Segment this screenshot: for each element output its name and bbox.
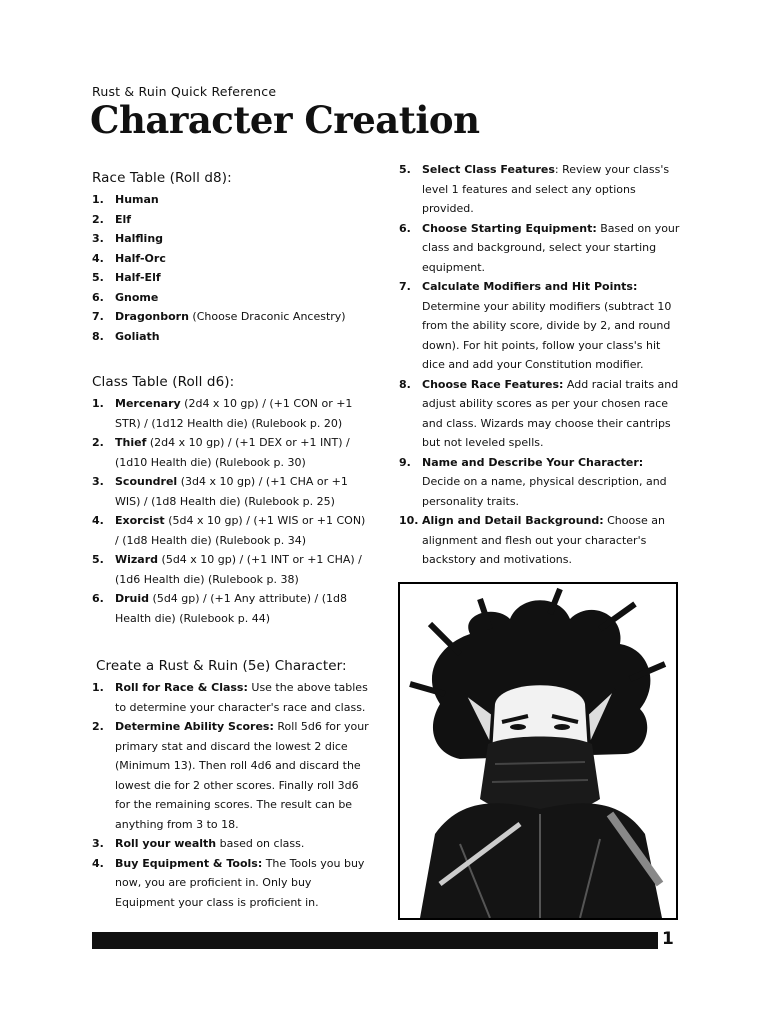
list-item: 1. Mercenary (2d4 x 10 gp) / (+1 CON or +1 STR) / (1d12 Health die) (Rulebook p. 20) (92, 397, 353, 430)
list-item: 5. Wizard (5d4 x 10 gp) / (+1 INT or +1 CHA) / (1d6 Health die) (Rulebook p. 38) (92, 553, 362, 586)
list-item: 10. Align and Detail Background: Choose an alignment and flesh out your character's backstory and motivations. (399, 514, 665, 566)
list-item: 3. Scoundrel (3d4 x 10 gp) / (+1 CHA or +1 WIS) / (1d8 Health die) (Rulebook p. 25) (92, 475, 348, 508)
list-item: 4. Buy Equipment & Tools: The Tools you buy now, you are proficient in. Only buy Equipment your class is proficient in. (92, 856, 365, 909)
list-item: 1. Human (92, 193, 159, 206)
create-character-heading: Create a Rust & Ruin (5e) Character: (96, 658, 347, 674)
list-item: 4. Exorcist (5d4 x 10 gp) / (+1 WIS or +1 CON) / (1d8 Health die) (Rulebook p. 34) (92, 514, 366, 547)
list-item: 6. Druid (5d4 gp) / (+1 Any attribute) / (1d8 Health die) (Rulebook p. 44) (92, 592, 347, 625)
race-table (92, 170, 372, 346)
hooded-rogue-illustration (400, 584, 676, 918)
kicker-line: Rust & Ruin Quick Reference (92, 84, 277, 99)
steps-list-right (399, 160, 684, 570)
class-table (92, 374, 372, 628)
class-list (92, 394, 372, 628)
steps-list-left (92, 678, 372, 912)
footer-bar (92, 932, 658, 949)
list-item: 4. Half-Orc (92, 251, 166, 265)
character-portrait (398, 582, 678, 920)
create-character-section (92, 658, 372, 912)
list-item: 7. Calculate Modifiers and Hit Points: Determine your ability modifiers (subtract 10 from the ability score, divide by 2, and round down). For hit points, follow your class's hit dice and add your Constitution modifier. (399, 280, 672, 371)
list-item: 3. Roll your wealth based on class. (92, 837, 305, 850)
page-title: Character Creation (90, 98, 480, 142)
right-column (399, 160, 684, 570)
list-item: 9. Name and Describe Your Character: Decide on a name, physical description, and personality traits. (399, 455, 667, 508)
class-table-heading: Class Table (Roll d6): (92, 374, 235, 390)
list-item: 6. Choose Starting Equipment: Based on your class and background, select your starting equipment. (399, 221, 680, 274)
list-item: 8. Choose Race Features: Add racial traits and adjust ability scores as per your chosen race and class. Wizards may choose their cantrips but not leveled spells. (399, 377, 679, 449)
list-item: 8. Goliath (92, 329, 160, 343)
list-item: 1. Roll for Race & Class: Use the above tables to determine your character's race and class. (92, 681, 368, 714)
list-item: 5. Select Class Features: Review your class's level 1 features and select any options provided. (399, 163, 670, 215)
list-item: 6. Gnome (92, 290, 159, 304)
page-number: 1 (662, 929, 674, 949)
list-item: 3. Halfling (92, 232, 164, 245)
race-table-heading: Race Table (Roll d8): (92, 170, 232, 186)
race-list (92, 190, 372, 346)
left-column (92, 170, 372, 912)
list-item: 7. Dragonborn (Choose Draconic Ancestry) (92, 310, 346, 323)
list-item: 2. Elf (92, 212, 132, 226)
list-item: 2. Thief (2d4 x 10 gp) / (+1 DEX or +1 INT) / (1d10 Health die) (Rulebook p. 30) (92, 436, 350, 469)
list-item: 2. Determine Ability Scores: Roll 5d6 for your primary stat and discard the lowest 2 dice (Minimum 13). Then roll 4d6 and discard the lowest die for 2 other scores. Finally roll 3d6 for the remaining scores. The result can be anything from 3 to 18. (92, 720, 369, 831)
list-item: 5. Half-Elf (92, 271, 161, 284)
